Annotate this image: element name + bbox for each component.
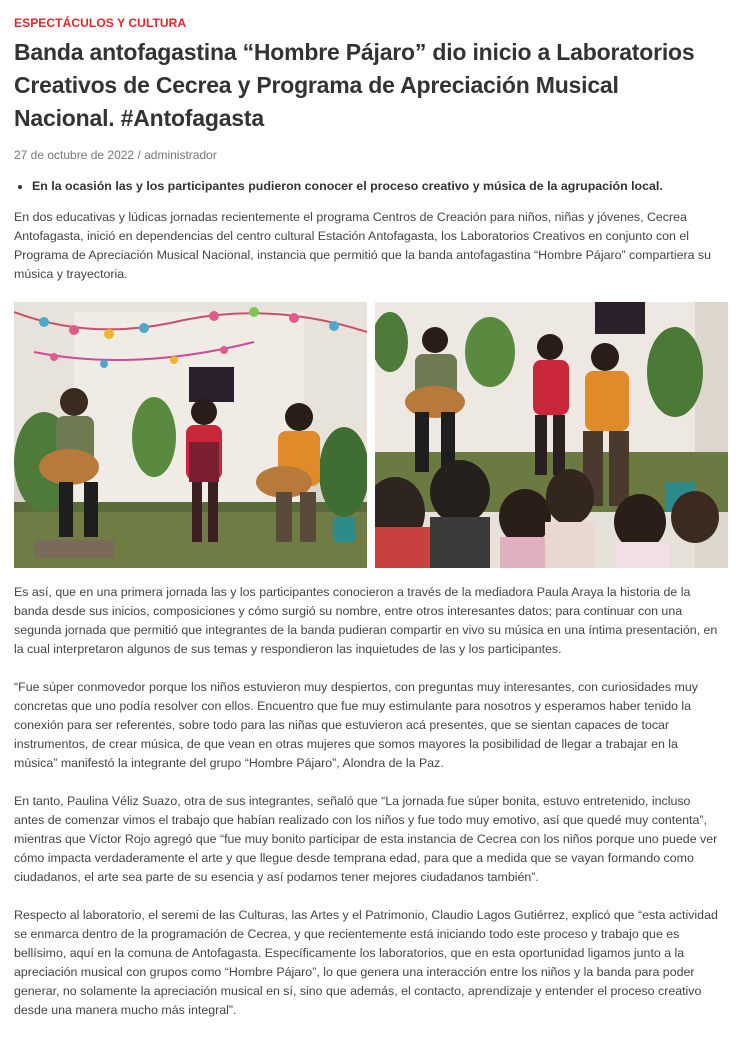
children-audience-photo[interactable]: [375, 302, 728, 568]
paragraph-seremi: Respecto al laboratorio, el seremi de las Culturas, las Artes y el Patrimonio, Claudio Lagos Gutiérrez, explicó que “esta actividad se enmarca dentro de la programación de Cecrea, y que recientemente está iniciando todo este proceso y trabajo que es bellísimo, aquí en la comuna de Antofagasta. Específicamente los laboratorios, que en esta oportunidad ligamos junto a la apreciación musical con grupos como “Hombre Pájaro”, lo que genera una interacción entre los niños y la banda para poder generar, no solamente la apreciación musical en sí, sino que además, el contacto, aprendizaje y entender el proceso creativo desde una manera mucho más integral”.: [14, 908, 718, 1017]
article-author[interactable]: administrador: [144, 148, 217, 162]
highlights-list: [14, 177, 724, 195]
paragraph-quote-paulina-victor: En tanto, Paulina Véliz Suazo, otra de sus integrantes, señaló que “La jornada fue súper bonita, estuvo entretenido, incluso antes de comenzar vimos el trabajo que habían realizado con los niños y fue todo muy emotivo, así que quedé muy contenta”, mientras que Víctor Rojo agregó que “fue muy bonito participar de esta instancia de Cecrea con los niños porque uno puede ver cómo impacta verdaderamente el arte y que llegue desde temprana edad, para que a medida que se vayan formando como ciudadanos, el arte sea parte de su esencia y así podamos tener mejores ciudadanos también”.: [14, 794, 718, 884]
band-performance-photo[interactable]: [14, 302, 367, 568]
paragraph-sessions: Es así, que en una primera jornada las y los participantes conocieron a través de la mediadora Paula Araya la historia de la banda desde sus inicios, composiciones y cómo surgió su nombre, entre otros interesantes datos; para continuar con una segunda jornada que permitió que integrantes de la banda pudieran compartir en vivo su música en una íntima presentación, en la cual interpretaron algunos de sus temas y respondieron las inquietudes de las y los participantes.: [14, 585, 718, 656]
article-meta: [14, 147, 724, 163]
band-performance-image: [14, 302, 367, 568]
paragraph-intro: En dos educativas y lúdicas jornadas recientemente el programa Centros de Creación para niños, niñas y jóvenes, Cecrea Antofagasta, inició en dependencias del centro cultural Estación Antofagasta, los Laboratorios Creativos en conjunto con el Programa de Apreciación Musical Nacional, instancia que permitió que la banda antofagastina “Hombre Pájaro” compartiera su música y trayectoria.: [14, 210, 712, 281]
meta-separator: /: [134, 148, 145, 162]
children-audience-image: [375, 302, 728, 568]
category-link[interactable]: ESPECTÁCULOS Y CULTURA: [14, 16, 187, 30]
article-title: Banda antofagastina “Hombre Pájaro” dio inicio a Laboratorios Creativos de Cecrea y Programa de Apreciación Musical Nacional. #Antofagasta: [14, 39, 695, 131]
photo-gallery: [14, 302, 728, 568]
paragraph-quote-alondra: “Fue súper conmovedor porque los niños estuvieron muy despiertos, con preguntas muy interesantes, con curiosidades muy concretas que uno podía resolver con ellos. Encuentro que fue muy estimulante para nosotros y esperamos haber tenido la conexión para ser referentes, sobre todo para las niñas que estuvieron acá presentes, que se sientan capaces de tocar instrumentos, de crear música, de que vean en otras mujeres que somos mayores la posibilidad de llegar a trabajar en la música” manifestó la integrante del grupo “Hombre Pájaro”, Alondra de la Paz.: [14, 680, 698, 770]
highlight-item: • En la ocasión las y los participantes pudieron conocer el proceso creativo y música de la agrupación local.: [32, 177, 724, 195]
article-date[interactable]: 27 de octubre de 2022: [14, 148, 135, 162]
